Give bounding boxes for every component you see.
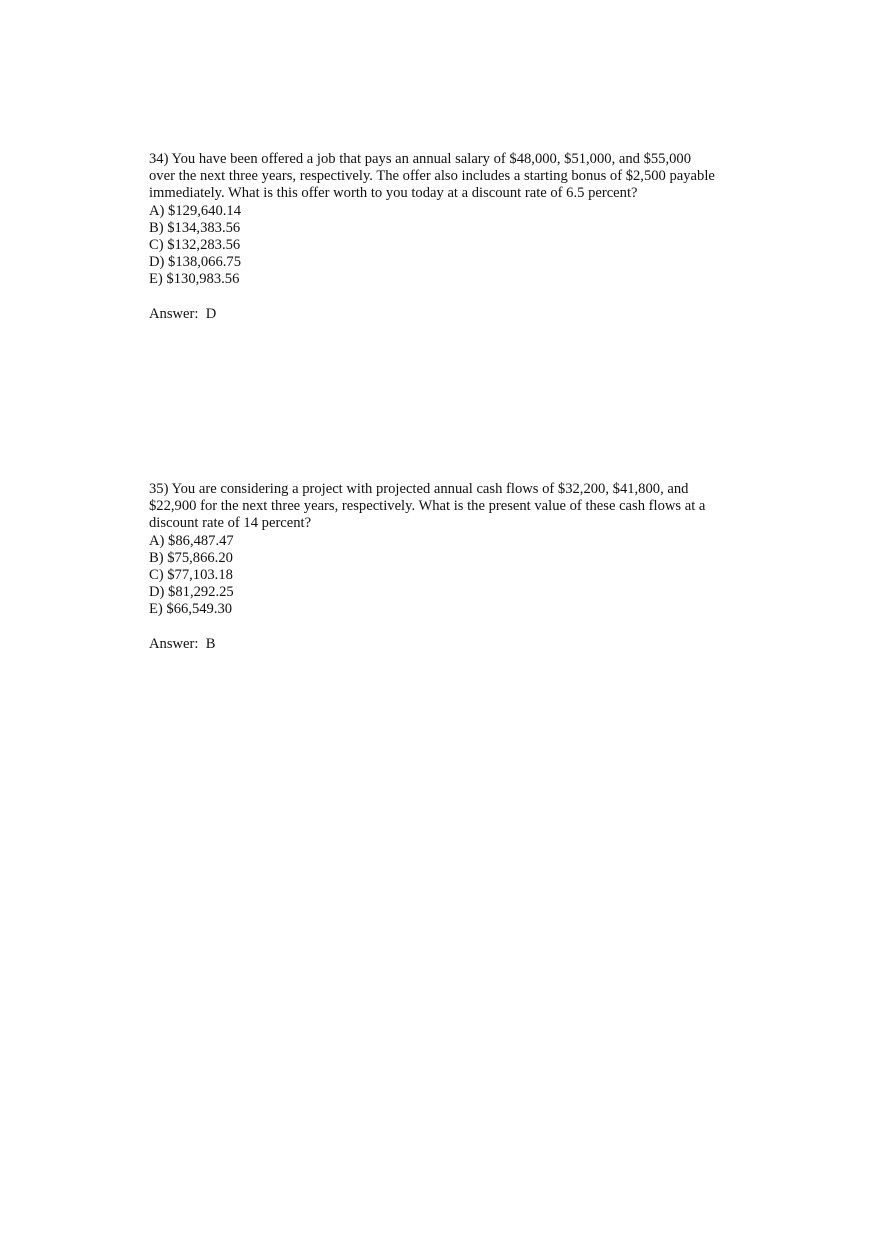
option-d: D) $81,292.25 xyxy=(149,584,234,601)
option-c: C) $77,103.18 xyxy=(149,567,233,584)
question-stem-line: immediately. What is this offer worth to you today at a discount rate of 6.5 percent? xyxy=(149,185,638,202)
option-e: E) $130,983.56 xyxy=(149,271,240,288)
option-b: B) $134,383.56 xyxy=(149,219,241,236)
question-stem-line: discount rate of 14 percent? xyxy=(149,515,312,532)
question-stem xyxy=(149,151,739,203)
question-stem-line: 34) You have been offered a job that pays an annual salary of $48,000, $51,000, and $55,000 xyxy=(149,151,692,167)
answer-key: Answer: B xyxy=(149,635,216,652)
option-b: B) $75,866.20 xyxy=(149,549,233,566)
question-34 xyxy=(149,151,739,323)
question-35 xyxy=(149,481,739,653)
option-d: D) $138,066.75 xyxy=(149,254,242,271)
answer-options xyxy=(149,533,739,619)
answer-key: Answer: D xyxy=(149,305,217,322)
option-e: E) $66,549.30 xyxy=(149,601,233,618)
question-stem xyxy=(149,481,739,533)
question-stem-line: $22,900 for the next three years, respectively. What is the present value of these cash flows at a xyxy=(149,498,706,515)
question-stem-line: 35) You are considering a project with projected annual cash flows of $32,200, $41,800, and xyxy=(149,481,689,497)
option-a: A) $86,487.47 xyxy=(149,532,234,549)
answer-options xyxy=(149,203,739,289)
option-a: A) $129,640.14 xyxy=(149,202,242,219)
option-c: C) $132,283.56 xyxy=(149,237,241,254)
question-stem-line: over the next three years, respectively. The offer also includes a starting bonus of $2,500 payable xyxy=(149,168,715,185)
